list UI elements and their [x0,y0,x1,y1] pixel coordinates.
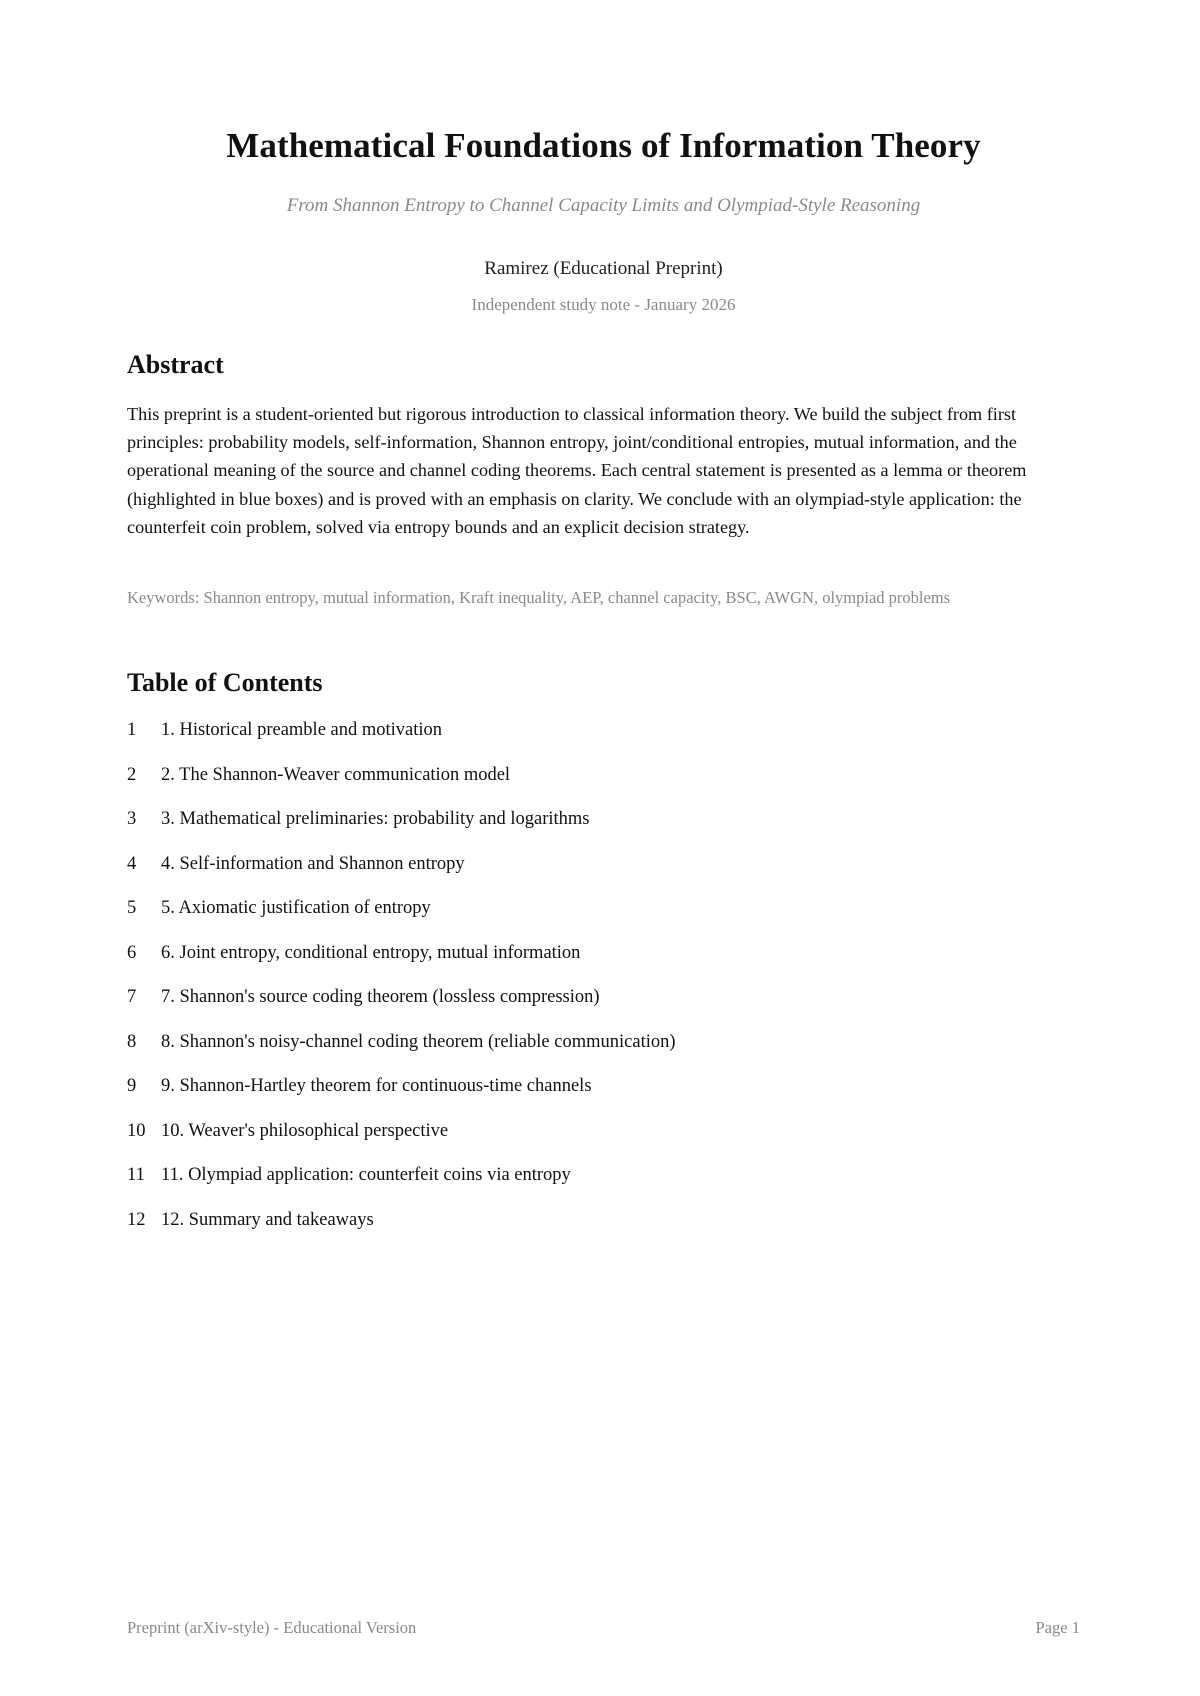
toc-item-link[interactable]: 7. Shannon's source coding theorem (lossless compression) [161,987,600,1007]
toc-item[interactable] [127,765,676,810]
toc-item-link[interactable]: 11. Olympiad application: counterfeit coins via entropy [161,1165,571,1185]
toc-item-link[interactable]: 3. Mathematical preliminaries: probability and logarithms [161,809,590,829]
toc-item-link[interactable]: 9. Shannon-Hartley theorem for continuous-time channels [161,1076,592,1096]
toc-item-number: 11 [127,1165,145,1185]
toc-item-link[interactable]: 12. Summary and takeaways [161,1209,374,1230]
affiliation-line: Independent study note - January 2026 [471,295,736,314]
footer-left-text: Preprint (arXiv-style) - Educational Version [127,1618,417,1637]
toc-item-link[interactable]: 6. Joint entropy, conditional entropy, mutual information [161,942,581,963]
paper-title: Mathematical Foundations of Information Theory [226,126,981,165]
toc-item-number: 4 [127,853,137,874]
toc-heading: Table of Contents [127,668,323,697]
toc-item[interactable] [127,809,676,854]
table-of-contents [127,720,676,1254]
paper-subtitle: From Shannon Entropy to Channel Capacity Limits and Olympiad-Style Reasoning [286,195,921,216]
toc-item[interactable] [127,1165,676,1210]
toc-item-number: 3 [127,809,137,829]
toc-item-link[interactable]: 2. The Shannon-Weaver communication model [161,764,511,785]
toc-item-number: 8 [127,1031,137,1052]
toc-item[interactable] [127,1076,676,1121]
toc-item[interactable] [127,1121,676,1166]
toc-item-number: 1 [127,720,137,740]
abstract-text: This preprint is a student-oriented but rigorous introduction to classical information theory. We build the subject from first principles: probability models, self-information, Shannon entropy, joint/conditional entropies, mutual information, and the operational meaning of the source and channel coding theorems. Each central statement is presented as a lemma or theorem (highlighted in blue boxes) and is proved with an emphasis on clarity. We conclude with an olympiad-style application: the counterfeit coin problem, solved via entropy bounds and an explicit decision strategy. [127,404,1027,537]
toc-item-number: 6 [127,942,137,963]
toc-item[interactable] [127,720,676,765]
toc-item-link[interactable]: 5. Axiomatic justification of entropy [161,898,431,918]
author-line: Ramirez (Educational Preprint) [484,258,723,279]
toc-item-number: 12 [127,1209,146,1230]
toc-item[interactable] [127,854,676,899]
toc-item[interactable] [127,943,676,988]
page-number: Page 1 [1035,1618,1080,1637]
abstract-heading: Abstract [127,350,224,379]
toc-item-link[interactable]: 10. Weaver's philosophical perspective [161,1120,449,1141]
toc-item-link[interactable]: 1. Historical preamble and motivation [161,720,443,740]
toc-item-number: 10 [127,1120,146,1141]
toc-item[interactable] [127,987,676,1032]
toc-item-link[interactable]: 4. Self-information and Shannon entropy [161,853,465,874]
toc-item-number: 5 [127,898,137,918]
toc-item[interactable] [127,1210,676,1255]
toc-item-number: 9 [127,1076,137,1096]
toc-item-link[interactable]: 8. Shannon's noisy-channel coding theorem (reliable communication) [161,1031,676,1052]
toc-item-number: 7 [127,987,137,1007]
toc-item-number: 2 [127,764,137,785]
document-page [127,0,1080,1696]
toc-item[interactable] [127,1032,676,1077]
toc-item[interactable] [127,898,676,943]
keywords-line: Keywords: Shannon entropy, mutual information, Kraft inequality, AEP, channel capacity, BSC, AWGN, olympiad problems [127,588,951,607]
